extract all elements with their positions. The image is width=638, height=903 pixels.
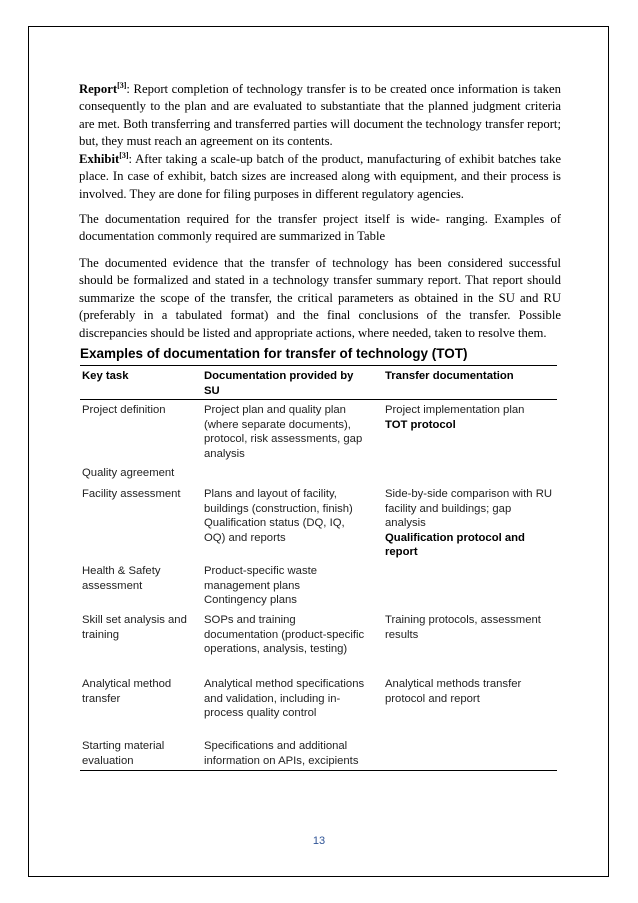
row-6-task: Analytical method transfer — [82, 678, 172, 705]
row-7-task: Starting material evaluation — [82, 740, 165, 767]
header-su-documentation: Documentation provided by SU — [204, 370, 354, 397]
row-4-su: Product-specific waste management plans Contingency plans — [204, 565, 318, 607]
exhibit-ref: [3] — [119, 151, 129, 160]
exhibit-label: Exhibit — [79, 152, 120, 166]
row-2-task: Quality agreement — [82, 467, 175, 479]
evidence-paragraph: The documented evidence that the transfer of technology has been considered successful should be formalized and stated in a technology transfer summary report. That report should summarize the scope of the transfer, the critical parameters as obtained in the SU and RU (preferably in a tabulated format) and the final conclusions of the transfer. Possible discrepancies should be listed and appropriate actions, where needed, taken to resolve them. — [79, 256, 561, 340]
row-4-task: Health & Safety assessment — [82, 565, 161, 592]
header-transfer-documentation: Transfer documentation — [385, 370, 514, 382]
row-5-su: SOPs and training documentation (product-specific operations, analysis, testing) — [204, 614, 365, 656]
row-6-transfer: Analytical methods transfer protocol and report — [385, 678, 522, 705]
row-1-su: Project plan and quality plan (where separate documents), protocol, risk assessments, gap analysis — [204, 404, 363, 460]
report-paragraph — [79, 81, 561, 151]
row-7-su: Specifications and additional information on APIs, excipients — [204, 740, 359, 767]
row-5-transfer: Training protocols, assessment results — [385, 614, 541, 641]
report-text: : Report completion of technology transfer is to be created once information is taken consequently to the plan and are evaluated to substantiate that the planned judgment criteria are met. Both transferring and transferred parties will document the technology transfer report; but, they must reach an agreement on its contents. — [79, 82, 561, 149]
table-bottom-rule — [80, 770, 557, 771]
row-5-task: Skill set analysis and training — [82, 614, 187, 641]
table-title: Examples of documentation for transfer of technology (TOT) — [80, 346, 468, 361]
row-1-task: Project definition — [82, 404, 166, 416]
report-label: Report — [79, 82, 118, 96]
row-3-su: Plans and layout of facility, buildings (construction, finish) Qualification status (DQ, IQ, OQ) and reports — [204, 488, 353, 544]
table-top-rule — [80, 365, 557, 366]
documentation-paragraph: The documentation required for the transfer project itself is wide- ranging. Examples of documentation commonly required are summarized in Table — [79, 212, 561, 244]
exhibit-paragraph — [79, 151, 561, 203]
row-1-transfer: Project implementation plan TOT protocol — [385, 404, 525, 431]
report-ref: [3] — [117, 81, 127, 90]
table-header-rule — [80, 399, 557, 400]
exhibit-text: : After taking a scale-up batch of the product, manufacturing of exhibit batches take place. In case of exhibit, batch sizes are increased along with equipment, and their process is involved. They are done for filing purposes in different regulatory agencies. — [79, 152, 561, 201]
row-3-task: Facility assessment — [82, 488, 181, 500]
header-key-task: Key task — [82, 370, 129, 382]
page-number: 13 — [312, 835, 326, 847]
row-3-transfer: Side-by-side comparison with RU facility and buildings; gap analysis Qualification protocol and report — [385, 488, 553, 559]
row-6-su: Analytical method specifications and validation, including in-process quality control — [204, 678, 365, 720]
